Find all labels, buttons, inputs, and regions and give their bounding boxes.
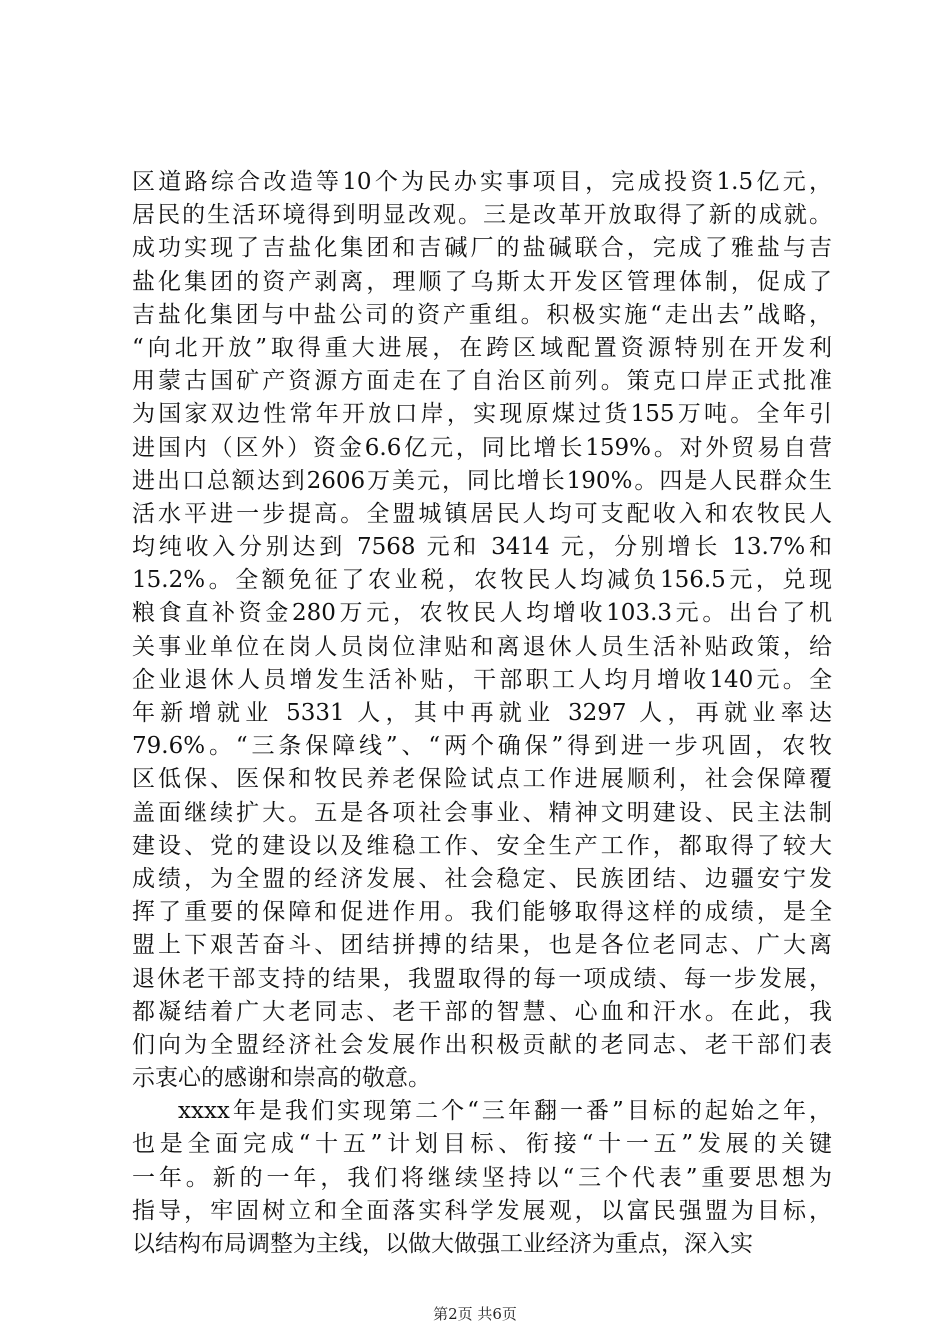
text-line: 吉盐化集团与中盐公司的资产重组。积极实施“走出去”战略，: [132, 301, 832, 328]
text-line: “向北开放”取得重大进展，在跨区域配置资源特别在开发利: [132, 334, 832, 361]
text-line: 居民的生活环境得到明显改观。三是改革开放取得了新的成就。: [132, 202, 832, 229]
text-line: 用蒙古国矿产资源方面走在了自治区前列。策克口岸正式批准: [132, 368, 832, 395]
text-line: 区道路综合改造等10个为民办实事项目，完成投资1.5亿元，: [132, 169, 832, 195]
text-line: 成功实现了吉盐化集团和吉碱厂的盐碱联合，完成了雅盐与吉: [132, 235, 832, 262]
text-line: 以结构布局调整为主线，以做大做强工业经济为重点，深入实: [132, 1231, 753, 1257]
text-line: 指导，牢固树立和全面落实科学发展观，以富民强盟为目标，: [132, 1197, 832, 1224]
paragraph-1: [132, 166, 832, 1095]
text-line: 成绩，为全盟的经济发展、社会稳定、民族团结、边疆安宁发: [132, 865, 832, 892]
text-line: 都凝结着广大老同志、老干部的智慧、心血和汗水。在此，我: [132, 998, 832, 1025]
text-line: 区低保、医保和牧民养老保险试点工作进展顺利，社会保障覆: [132, 766, 832, 793]
text-line: 粮食直补资金280万元，农牧民人均增收103.3元。出台了机: [132, 600, 832, 627]
text-line: 79.6%。“三条保障线”、“两个确保”得到进一步巩固，农牧: [132, 733, 832, 760]
text-line: 挥了重要的保障和促进作用。我们能够取得这样的成绩，是全: [132, 899, 832, 926]
paragraph-2: [132, 1095, 832, 1261]
text-line: 关事业单位在岗人员岗位津贴和离退休人员生活补贴政策，给: [132, 633, 832, 660]
text-line: 也是全面完成“十五”计划目标、衔接“十一五”发展的关键: [132, 1131, 832, 1158]
text-line: 活水平进一步提高。全盟城镇居民人均可支配收入和农牧民人: [132, 500, 832, 527]
text-line: 盟上下艰苦奋斗、团结拼搏的结果，也是各位老同志、广大离: [132, 932, 832, 959]
text-line: 15.2%。全额免征了农业税，农牧民人均减负156.5元，兑现: [132, 567, 832, 594]
text-line: xxxx年是我们实现第二个“三年翻一番”目标的起始之年，: [178, 1098, 832, 1125]
text-line: 建设、党的建设以及维稳工作、安全生产工作，都取得了较大: [132, 832, 832, 859]
text-line: 进国内（区外）资金6.6亿元，同比增长159%。对外贸易自营: [132, 434, 832, 461]
text-line: 一年。新的一年，我们将继续坚持以“三个代表”重要思想为: [132, 1164, 832, 1191]
text-line: 们向为全盟经济社会发展作出积极贡献的老同志、老干部们表: [132, 1031, 832, 1058]
text-line: 盖面继续扩大。五是各项社会事业、精神文明建设、民主法制: [132, 799, 832, 826]
text-line: 退休老干部支持的结果，我盟取得的每一项成绩、每一步发展，: [132, 965, 832, 992]
text-line: 均纯收入分别达到 7568 元和 3414 元，分别增长 13.7%和: [132, 534, 832, 561]
text-line: 企业退休人员增发生活补贴，干部职工人均月增收140元。全: [132, 666, 832, 693]
page-footer: 第2页 共6页: [433, 1305, 517, 1323]
text-line: 年新增就业 5331 人，其中再就业 3297 人，再就业率达: [132, 700, 832, 726]
text-line: 示衷心的感谢和崇高的敬意。: [132, 1065, 431, 1092]
body-text: [132, 166, 832, 1261]
text-line: 盐化集团的资产剥离，理顺了乌斯太开发区管理体制，促成了: [132, 268, 832, 295]
text-line: 进出口总额达到2606万美元，同比增长190%。四是人民群众生: [132, 467, 832, 494]
text-line: 为国家双边性常年开放口岸，实现原煤过货155万吨。全年引: [132, 401, 832, 428]
